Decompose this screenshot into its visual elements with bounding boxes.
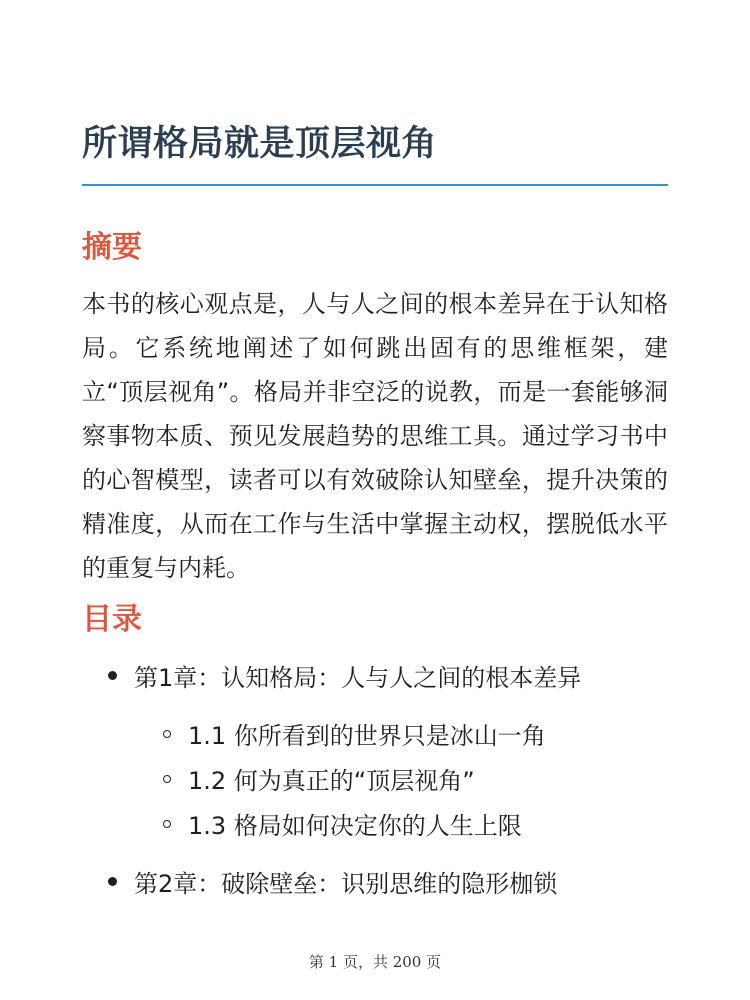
page-title: 所谓格局就是顶层视角 [82, 124, 438, 164]
summary-heading: 摘要 [82, 230, 142, 265]
bullet-icon [108, 671, 117, 680]
bullet-icon [108, 877, 117, 886]
toc-chapter-1[interactable] [108, 658, 581, 693]
toc-section-1-2[interactable] [163, 761, 475, 796]
title-divider [82, 184, 668, 186]
toc-section-1-3[interactable] [163, 806, 522, 841]
summary-paragraph: 本书的核心观点是，人与人之间的根本差异在于认知格局。它系统地阐述了如何跳出固有的思维框架，建立“顶层视角”。格局并非空泛的说教，而是一套能够洞察事物本质、预见发展趋势的思维工具。通过学习书中的心智模型，读者可以有效破除认知壁垒，提升决策的精准度，从而在工作与生活中掌握主动权，摆脱低水平的重复与内耗。 [82, 290, 668, 582]
toc-chapter-2-label: 第2章：破除壁垒：识别思维的隐形枷锁 [134, 870, 558, 898]
toc-heading: 目录 [82, 602, 142, 637]
circle-bullet-icon [163, 775, 171, 783]
page-footer: 第 1 页，共 200 页 [308, 953, 442, 971]
toc-section-1-2-label: 1.2 何为真正的“顶层视角” [188, 767, 475, 795]
toc-chapter-2[interactable] [108, 864, 557, 899]
toc-section-1-1[interactable] [163, 716, 546, 751]
toc-section-1-1-label: 1.1 你所看到的世界只是冰山一角 [188, 722, 546, 750]
toc-section-1-3-label: 1.3 格局如何决定你的人生上限 [188, 812, 522, 840]
circle-bullet-icon [163, 820, 171, 828]
toc-chapter-1-label: 第1章：认知格局：人与人之间的根本差异 [134, 664, 582, 692]
circle-bullet-icon [163, 730, 171, 738]
